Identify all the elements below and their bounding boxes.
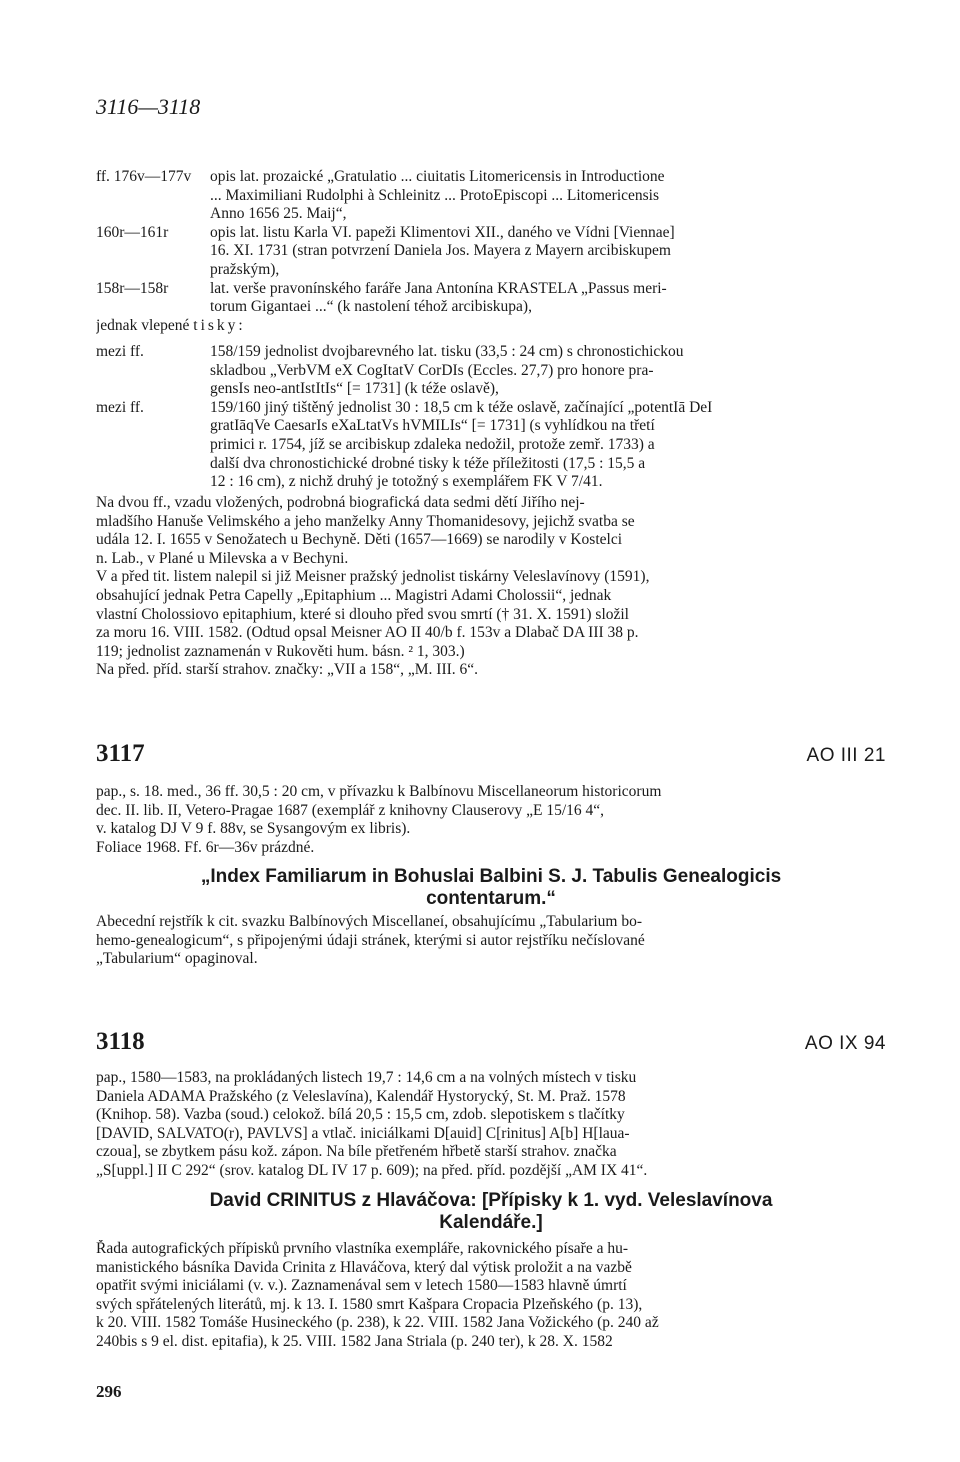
folio-label	[96, 261, 210, 280]
tisky-word: tisky:	[193, 317, 246, 334]
folio-text: pražským),	[210, 260, 280, 278]
folio-label	[96, 417, 210, 436]
text-line	[96, 343, 886, 362]
text-line: „Index Familiarum in Bohuslai Balbini S. J. Tabulis Genealogicis	[200, 866, 782, 887]
text-line	[96, 168, 886, 187]
text-line	[96, 298, 886, 317]
text-line	[96, 473, 886, 492]
folio-label: ff. 176v—177v	[96, 168, 192, 185]
text-line: Kalendáře.]	[439, 1212, 543, 1233]
entry-3117-title	[96, 866, 886, 910]
folio-text: opis lat. prozaické „Gratulatio ... ciuitatis Litomericensis in Introductione	[210, 168, 665, 185]
text-line: Řada autografických přípisků prvního vlastníka exempláře, rakovnického písaře a hu-	[96, 1240, 628, 1257]
folio-label	[96, 380, 210, 399]
text-line: pap., s. 18. med., 36 ff. 30,5 : 20 cm, v přívazku k Balbínovu Miscellaneorum historicorum	[96, 783, 662, 800]
folio-text: 159/160 jiný tištěný jednolist 30 : 18,5 cm k téže oslavě, začínající „potentIā DeI	[210, 398, 713, 416]
text-line: Na před. příd. starší strahov. značky: „VII a 158“, „M. III. 6“.	[96, 661, 479, 679]
folio-text: Anno 1656 25. Maij“,	[210, 205, 347, 223]
text-line: [DAVID, SALVATO(r), PAVLVS] a vtlač. iniciálkami D[auid] C[rinitus] A[b] H[laua-	[96, 1124, 630, 1142]
entry-3118-header	[96, 1028, 886, 1056]
text-line: v. katalog DJ V 9 f. 88v, se Sysangovým ex libris).	[96, 820, 411, 838]
text-line: 240bis s 9 el. dist. epitafia), k 25. VIII. 1582 Jana Striala (p. 240 ter), k 28. X. 1582	[96, 1332, 613, 1350]
text-line: (Knihop. 58). Vazba (soud.) celokož. bílá 20,5 : 15,5 cm, zdob. slepotiskem s tlačítky	[96, 1106, 625, 1124]
text-line	[96, 224, 886, 243]
folio-label	[96, 205, 210, 224]
folio-text: gensIs neo-antIstItIs“ [= 1731] (k téže oslavě),	[210, 380, 499, 398]
text-line: n. Lab., v Plané u Milevska a v Bechyni.	[96, 549, 349, 567]
text-line	[96, 205, 886, 224]
folio-label	[96, 187, 210, 206]
text-line	[96, 455, 886, 474]
text-line: vlastní Cholossiovo epitaphium, které si dlouho před svou smrtí († 31. X. 1591) složil	[96, 605, 629, 623]
text-line	[96, 187, 886, 206]
entry-3118-body	[96, 1240, 886, 1352]
text-line	[96, 436, 886, 455]
running-head: 3116—3118	[96, 94, 201, 119]
folio-label: 158r—158r	[96, 279, 169, 297]
entry-3118-title	[96, 1190, 886, 1234]
folio-text: primici r. 1754, jíž se arcibiskup zdaleka nedožil, protože zemř. 1733) a	[210, 435, 655, 453]
text-line: „S[uppl.] II C 292“ (srov. katalog DL IV 17 p. 609); na před. příd. pozdější „AM IX 41“.	[96, 1161, 648, 1179]
shelf-mark: AO IX 94	[804, 1033, 886, 1054]
text-line: opatřit svými iniciálami (v. v.). Zaznamenával sem v letech 1580—1583 hlavně úmrtí	[96, 1277, 627, 1295]
text-line	[96, 362, 886, 381]
entry-3116-notes	[96, 494, 886, 680]
text-line	[96, 280, 886, 299]
folio-label: mezi ff.	[96, 398, 144, 416]
entry-3116-jednak-line	[96, 317, 886, 336]
text-line: mladšího Hanuše Velimského a jeho manželky Anny Thomanidesovy, jejichž svatba se	[96, 512, 635, 530]
folio-text: 16. XI. 1731 (stran potvrzení Daniela Jos. Mayera z Mayern arcibiskupem	[210, 242, 671, 260]
text-line: Na dvou ff., vzadu vložených, podrobná biografická data sedmi dětí Jiřího nej-	[96, 494, 585, 511]
text-line	[96, 261, 886, 280]
text-line: V a před tit. listem nalepil si již Meisner pražský jednolist tiskárny Veleslavínovy (1591),	[96, 568, 650, 586]
entry-number: 3117	[96, 740, 145, 767]
text-line	[96, 380, 886, 399]
entry-3118-description	[96, 1069, 886, 1181]
folio-text: skladbou „VerbVM eX CogItatV CorDIs (Eccles. 27,7) pro honore pra-	[210, 361, 654, 379]
text-line: hemo-genealogicum“, s připojenými údaji stránek, kterými si autor rejstříku nečíslované	[96, 931, 645, 949]
text-line: czoua], se zbytkem pásu kož. zápon. Na bíle přetřeném hřbetě starší strahov. značka	[96, 1143, 617, 1161]
folio-label	[96, 362, 210, 381]
folio-label	[96, 473, 210, 492]
entry-3117-body	[96, 913, 886, 969]
folio-label	[96, 242, 210, 261]
folio-label	[96, 455, 210, 474]
entry-3117-header	[96, 740, 886, 768]
folio-label	[96, 298, 210, 317]
folio-label: mezi ff.	[96, 343, 144, 360]
text-line: svých spřátelených literátů, mj. k 13. I. 1580 smrt Kašpara Cropacia Plzeňského (p. 13),	[96, 1295, 643, 1313]
text-line: manistického básníka Davida Crinita z Hlaváčova, který dal výtisk proložit a na vazbě	[96, 1258, 632, 1276]
text-line: 119; jednolist zaznamenán v Rukověti hum. básn. ² 1, 303.)	[96, 642, 465, 660]
folio-text: ... Maximiliani Rudolphi à Schleinitz ... ProtoEpiscopi ... Litomericensis	[210, 186, 660, 204]
shelf-mark: AO III 21	[806, 745, 886, 766]
jednak-text: jednak vlepené	[96, 317, 190, 334]
folio-text: opis lat. listu Karla VI. papeži Klimentovi XII., daného ve Vídni [Viennae]	[210, 223, 675, 241]
text-line: Foliace 1968. Ff. 6r—36v prázdné.	[96, 838, 315, 856]
entry-3117-description	[96, 783, 886, 857]
entry-3116-folio-list	[96, 168, 886, 317]
folio-text: lat. verše pravonínského faráře Jana Antonína KRASTELA „Passus meri-	[210, 279, 667, 297]
text-line	[96, 417, 886, 436]
text-line: obsahující jednak Petra Capelly „Epitaphium ... Magistri Adami Cholossii“, jednak	[96, 586, 612, 604]
text-line: udála 12. I. 1655 v Senožatech u Bechyně. Děti (1657—1669) se narodily v Kostelci	[96, 531, 623, 549]
page-number: 296	[96, 1382, 122, 1401]
text-line: Daniela ADAMA Pražského (z Veleslavína), Kalendář Hystorycký, St. M. Praž. 1578	[96, 1087, 626, 1105]
folio-text: gratIāqVe CaesarIs eXaLtatVs hVMILIs“ [= 1731] (s vyhlídkou na třetí	[210, 417, 655, 435]
text-line	[96, 399, 886, 418]
text-line	[96, 242, 886, 261]
folio-text: 158/159 jednolist dvojbarevného lat. tisku (33,5 : 24 cm) s chronostichickou	[210, 343, 684, 360]
text-line: k 20. VIII. 1582 Tomáše Husineckého (p. 238), k 22. VIII. 1582 Jana Vožického (p. 240 až	[96, 1314, 659, 1332]
text-line: David CRINITUS z Hlaváčova: [Přípisky k 1. vyd. Veleslavínova	[209, 1190, 773, 1211]
folio-text: 12 : 16 cm), z nichž druhý je totožný s exemplářem FK V 7/41.	[210, 473, 603, 491]
text-line: za moru 16. VIII. 1582. (Odtud opsal Meisner AO II 40/b f. 153v a Dlabač DA III 38 p.	[96, 624, 639, 642]
folio-label: 160r—161r	[96, 223, 169, 241]
text-line: Abecední rejstřík k cit. svazku Balbínových Miscellaneí, obsahujícímu „Tabularium bo-	[96, 913, 643, 930]
text-line: dec. II. lib. II, Vetero-Pragae 1687 (exemplář z knihovny Clauserovy „E 15/16 4“,	[96, 801, 605, 819]
entry-3116-inserts-list	[96, 343, 886, 492]
text-line: „Tabularium“ opaginoval.	[96, 950, 258, 968]
entry-number: 3118	[96, 1028, 145, 1055]
folio-text: torum Gigantaei ...“ (k nastolení téhož arcibiskupa),	[210, 298, 532, 316]
text-line: pap., 1580—1583, na prokládaných listech 19,7 : 14,6 cm a na volných místech v tisku	[96, 1069, 637, 1086]
folio-text: další dva chronostichické drobné tisky k téže příležitosti (17,5 : 15,5 a	[210, 454, 646, 472]
text-line: contentarum.“	[426, 888, 556, 909]
folio-label	[96, 436, 210, 455]
